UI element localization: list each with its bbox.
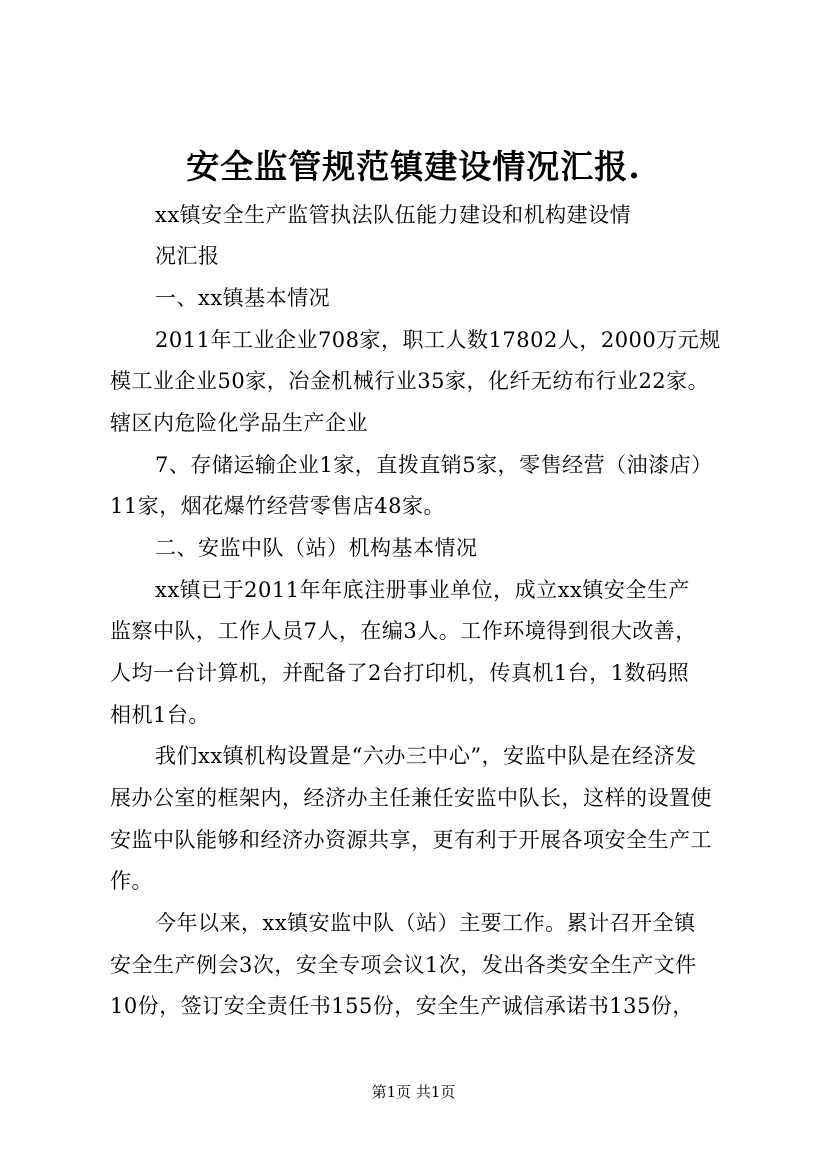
paragraph-line: 模工业企业50家，冶金机械行业35家，化纤无纺布行业22家。 [110,369,710,393]
paragraph-line: 相机1台。 [110,703,210,727]
paragraph-line: 安监中队能够和经济办资源共享，更有利于开展各项安全生产工 [110,828,712,852]
paragraph-line: 10份，签订安全责任书155份，安全生产诚信承诺书135份， [110,994,694,1018]
section-heading: 二、安监中队（站）机构基本情况 [155,536,478,560]
paragraph-line: 况汇报 [155,244,220,268]
paragraph-line: 作。 [110,869,153,893]
paragraph-line: 人均一台计算机，并配备了2台打印机，传真机1台，1数码照 [110,661,690,685]
paragraph-line: 今年以来，xx镇安监中队（站）主要工作。累计召开全镇 [155,911,696,935]
document-title: 安全监管规范镇建设情况汇报. [186,147,641,186]
paragraph-line: 展办公室的框架内，经济办主任兼任安监中队长，这样的设置使 [110,786,712,810]
page-footer: 第1页 共1页 [371,1083,456,1101]
paragraph-line: 2011年工业企业708家，职工人数17802人，2000万元规 [155,328,721,352]
paragraph-line: 安全生产例会3次，安全专项会议1次，发出各类安全生产文件 [110,953,697,977]
paragraph-line: 辖区内危险化学品生产企业 [110,411,368,435]
section-heading: 一、xx镇基本情况 [155,286,331,310]
paragraph-line: 11家，烟花爆竹经营零售店48家。 [110,494,445,518]
paragraph-line: 我们xx镇机构设置是“六办三中心”，安监中队是在经济发 [155,744,697,768]
paragraph-line: 监察中队，工作人员7人，在编3人。工作环境得到很大改善， [110,619,697,643]
paragraph-line: xx镇安全生产监管执法队伍能力建设和机构建设情 [155,203,632,227]
paragraph-line: 7、存储运输企业1家，直拨直销5家，零售经营（油漆店） [155,453,713,477]
paragraph-line: xx镇已于2011年年底注册事业单位，成立xx镇安全生产 [155,578,690,602]
